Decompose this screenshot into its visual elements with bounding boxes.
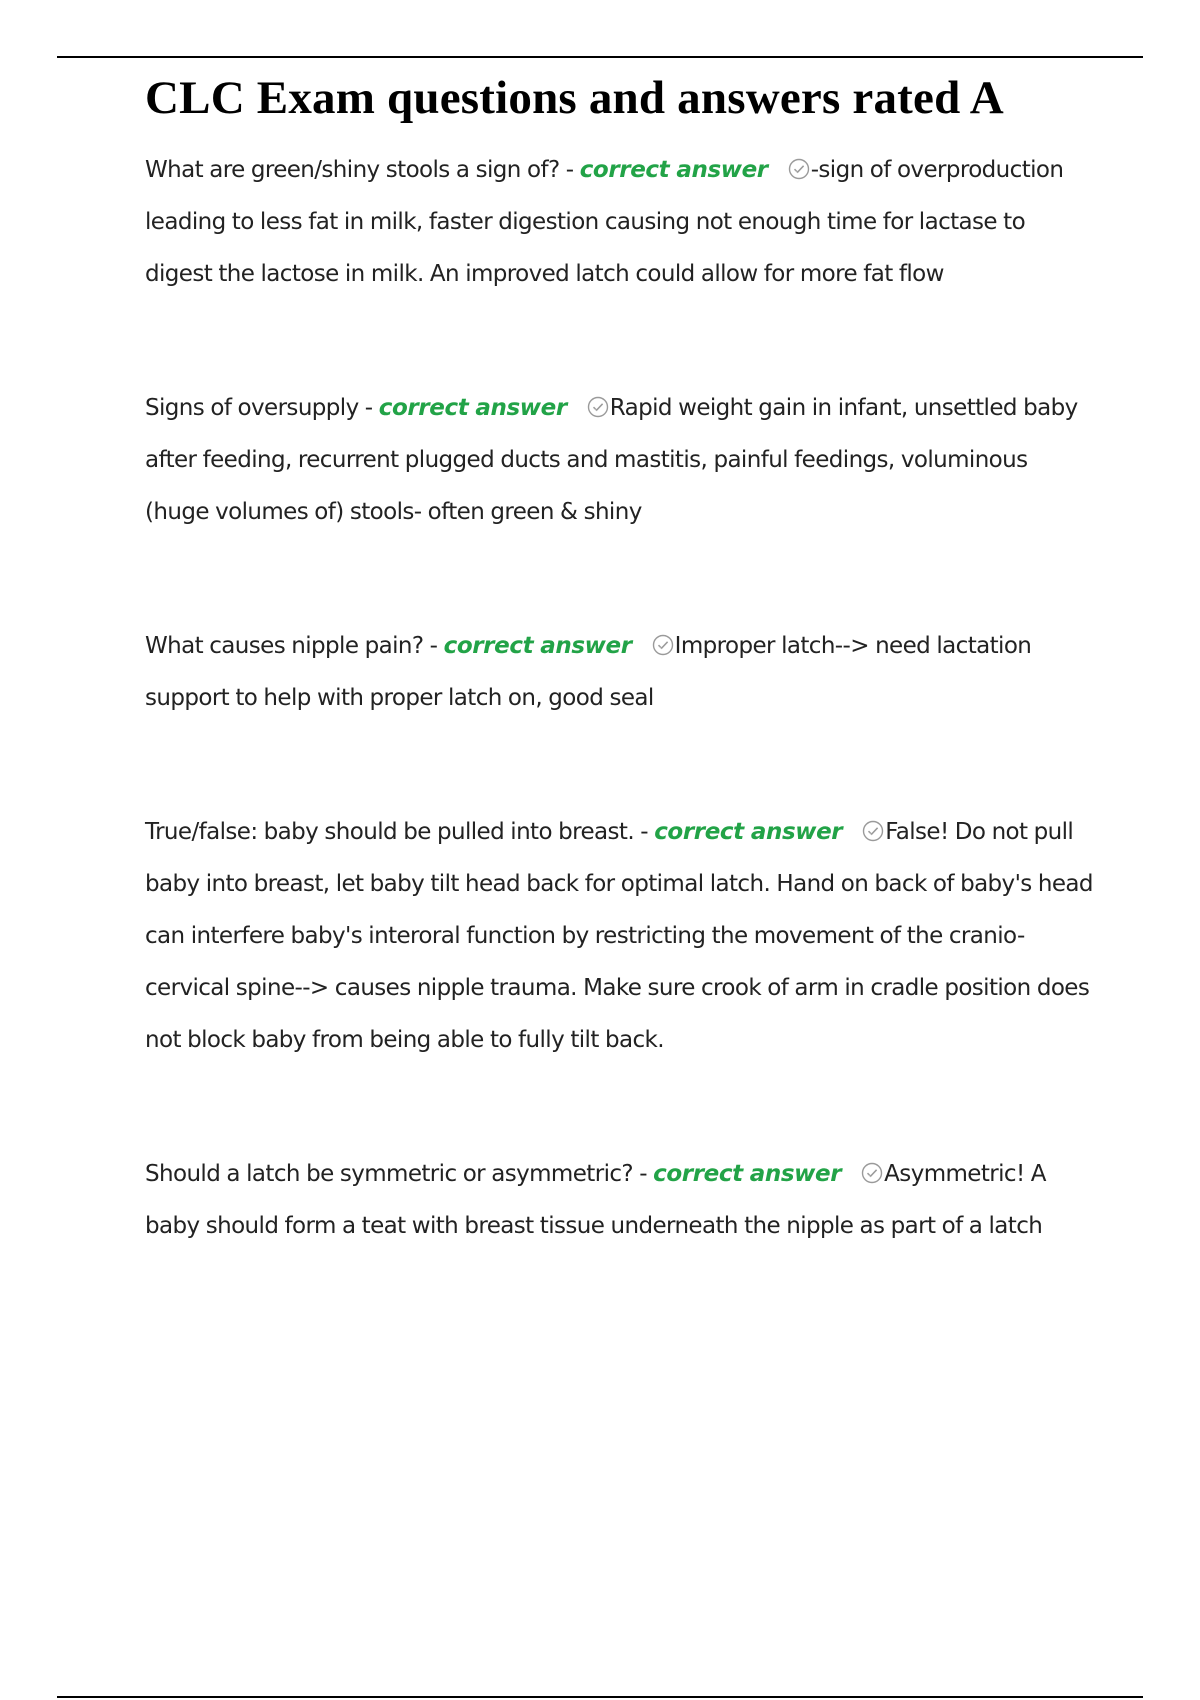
question-text: What causes nipple pain? - [145, 633, 438, 660]
question-text: True/false: baby should be pulled into breast. - [145, 819, 648, 846]
answer-text: False! Do not pull baby into breast, let baby tilt head back for optimal latch. Hand on back of baby's head can interfere baby's interoral function by restricting the movement of the cranio-cervical spine--> causes nipple trauma. Make sure crook of arm in cradle position does not block baby from being able to fully tilt back. [145, 819, 1093, 1054]
document-body [145, 70, 1095, 1252]
correct-answer-label: correct answer [653, 1161, 842, 1188]
check-circle-icon [652, 634, 674, 656]
question-text: What are green/shiny stools a sign of? - [145, 157, 574, 184]
question-text: Signs of oversupply - [145, 395, 373, 422]
top-divider [57, 56, 1143, 58]
qa-item [145, 806, 1095, 1066]
document-title: CLC Exam questions and answers rated A [145, 72, 1004, 124]
question-text: Should a latch be symmetric or asymmetric? - [145, 1161, 647, 1188]
correct-answer-label: correct answer [378, 395, 567, 422]
correct-answer-label: correct answer [443, 633, 632, 660]
qa-item [145, 144, 1095, 300]
check-circle-icon [587, 396, 609, 418]
answer-text: Improper latch--> need lactation support to help with proper latch on, good seal [145, 633, 1032, 712]
correct-answer-label: correct answer [654, 819, 843, 846]
qa-item [145, 1148, 1095, 1252]
qa-item [145, 382, 1095, 538]
answer-text: -sign of overproduction leading to less fat in milk, faster digestion causing not enough time for lactase to digest the lactose in milk. An improved latch could allow for more fat flow [145, 157, 1064, 288]
answer-text: Asymmetric! A baby should form a teat with breast tissue underneath the nipple as part of a latch [145, 1161, 1046, 1240]
check-circle-icon [862, 820, 884, 842]
qa-item [145, 620, 1095, 724]
check-circle-icon [788, 158, 810, 180]
correct-answer-label: correct answer [579, 157, 768, 184]
check-circle-icon [861, 1162, 883, 1184]
answer-text: Rapid weight gain in infant, unsettled baby after feeding, recurrent plugged ducts and mastitis, painful feedings, voluminous (huge volumes of) stools- often green & shiny [145, 395, 1078, 526]
bottom-divider [57, 1696, 1143, 1698]
